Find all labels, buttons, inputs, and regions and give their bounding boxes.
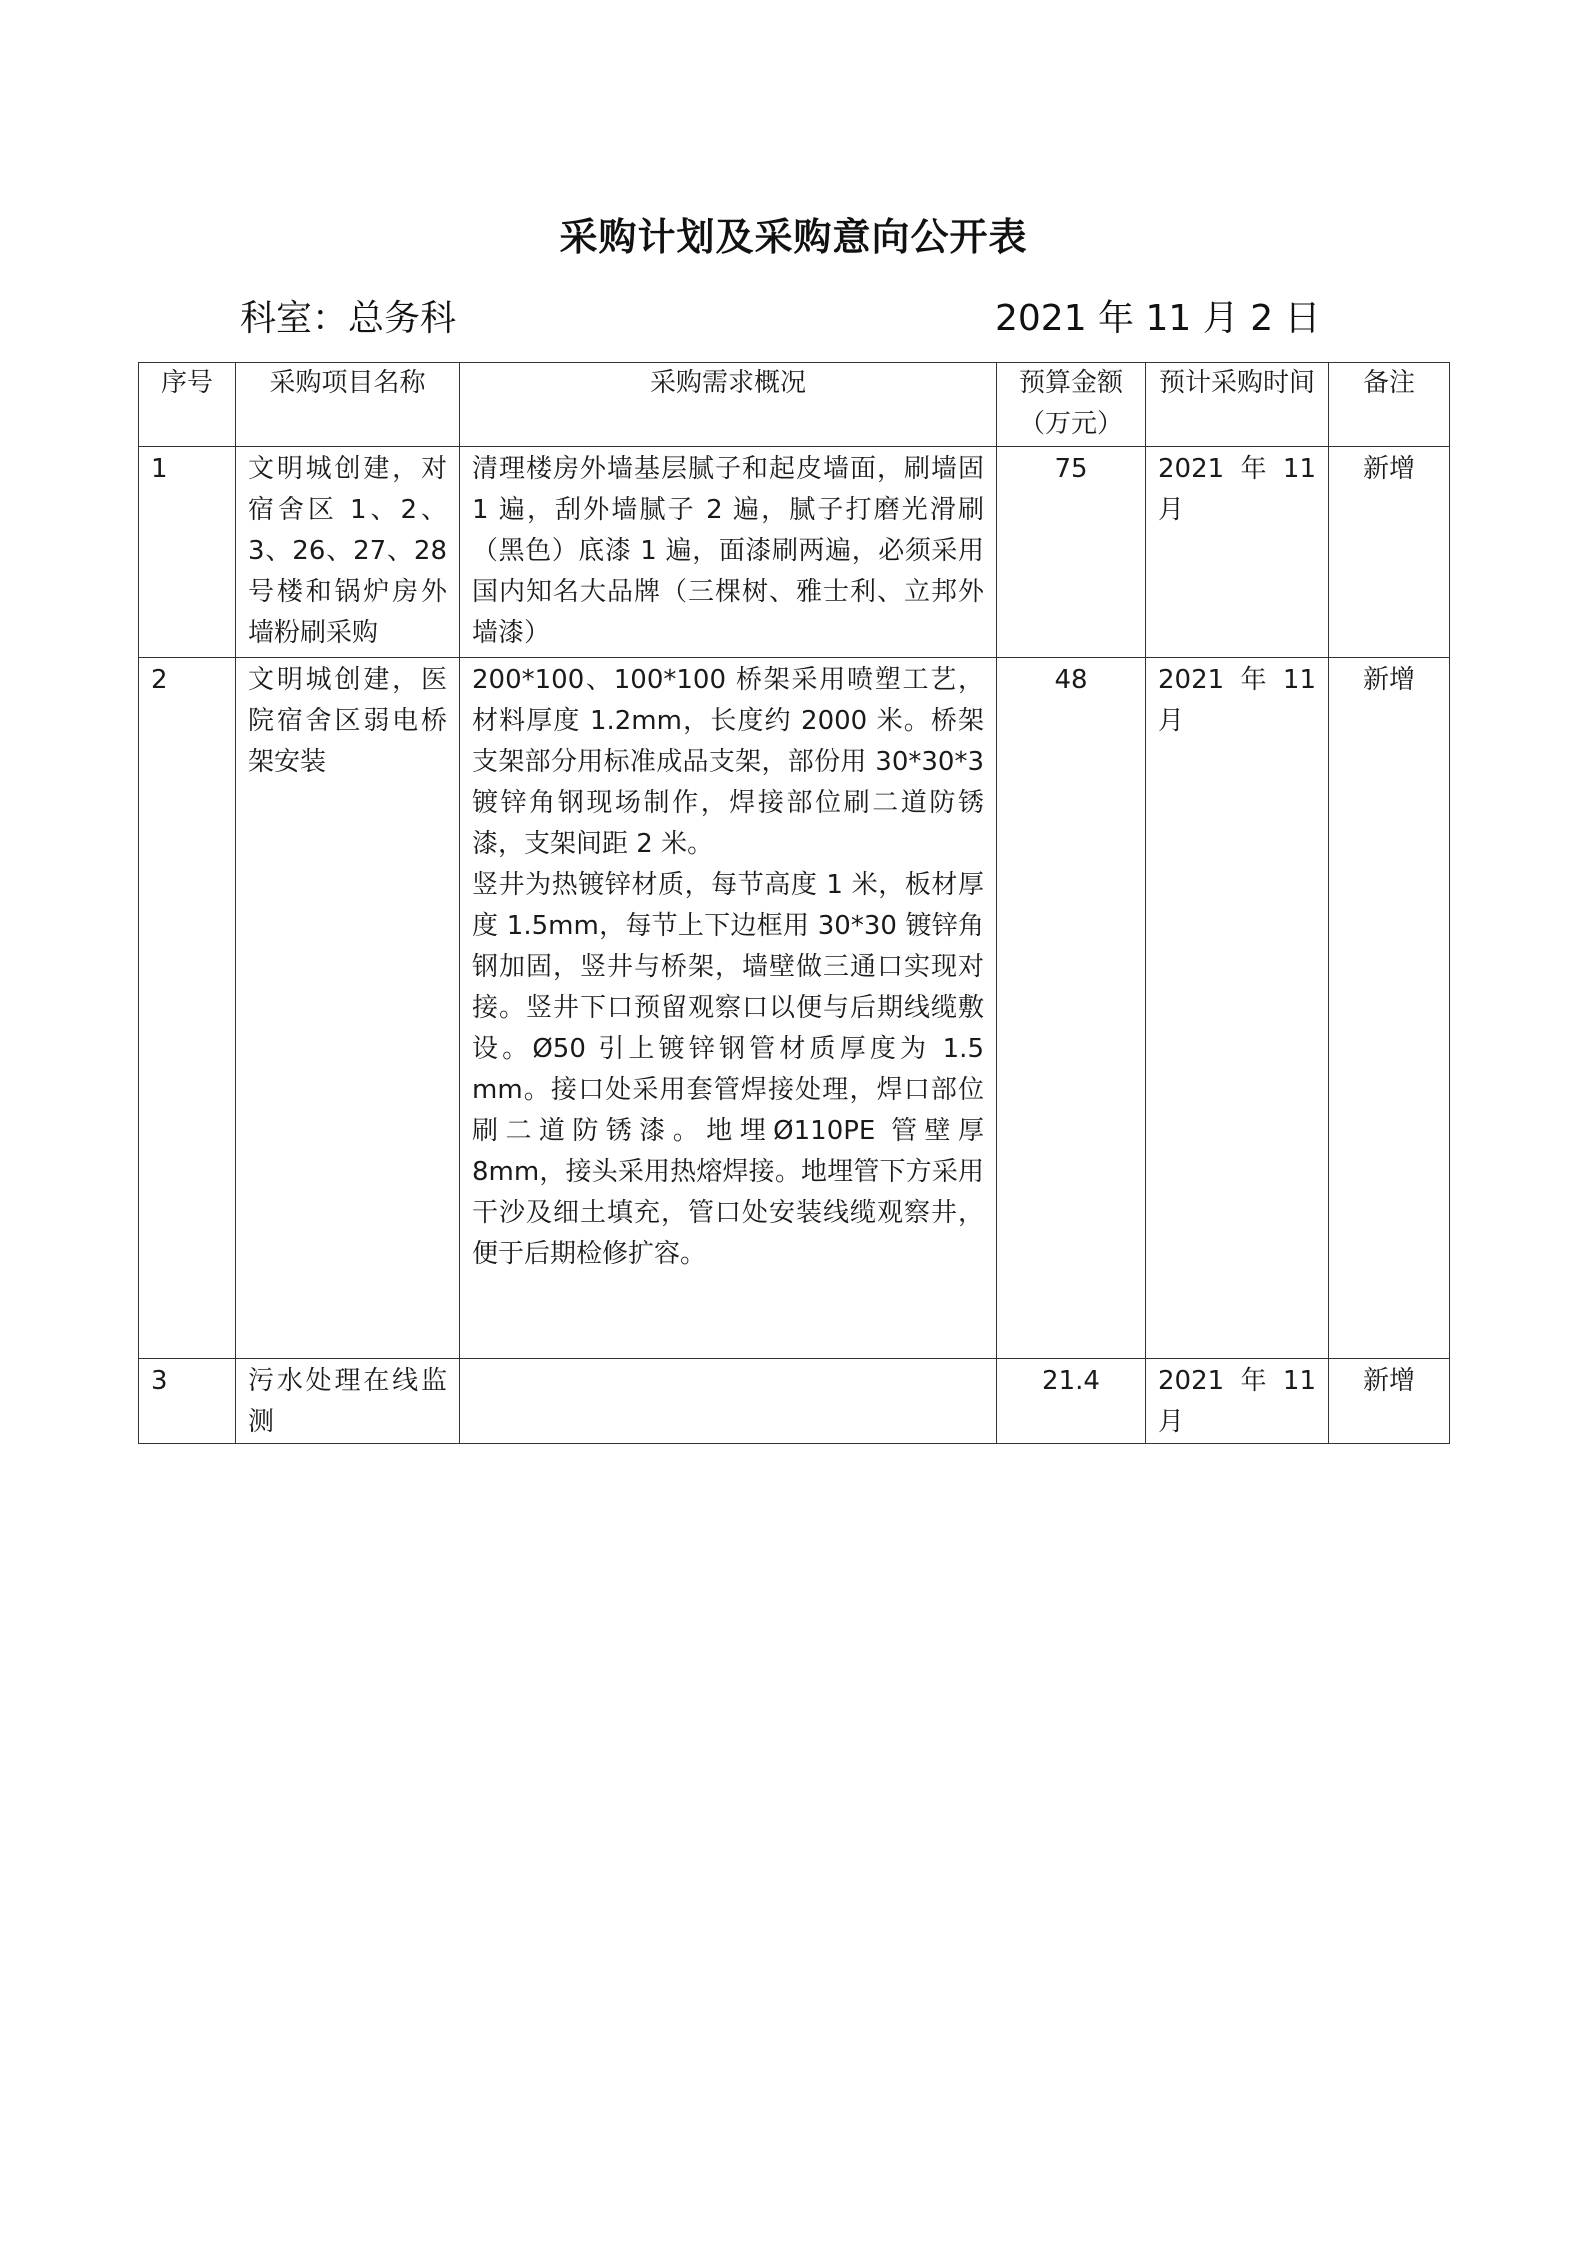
cell-note: 新增 xyxy=(1329,1359,1450,1444)
date-label: 2021 年 11 月 2 日 xyxy=(995,298,1321,339)
header-no: 序号 xyxy=(139,363,236,447)
cell-desc xyxy=(460,658,997,1359)
time-month-unit: 月 xyxy=(1158,706,1185,736)
cell-budget: 48 xyxy=(997,658,1146,1359)
header-desc: 采购需求概况 xyxy=(460,363,997,447)
table-row xyxy=(139,658,1450,1359)
cell-time xyxy=(1146,1359,1329,1444)
table-row xyxy=(139,1359,1450,1444)
cell-name: 文明城创建，对宿舍区 1、2、3、26、27、28 号楼和锅炉房外墙粉刷采购 xyxy=(236,447,460,658)
desc-paragraph: 200*100、100*100 桥架采用喷塑工艺，材料厚度 1.2mm，长度约 2000 米。桥架支架部分用标准成品支架，部份用 30*30*3 镀锌角钢现场制作，焊接部位刷二道防锈漆，支架间距 2 米。 xyxy=(472,665,984,859)
cell-budget: 75 xyxy=(997,447,1146,658)
header-name: 采购项目名称 xyxy=(236,363,460,447)
time-month: 11 xyxy=(1282,454,1316,484)
time-year: 2021 xyxy=(1158,454,1225,484)
cell-name: 污水处理在线监测 xyxy=(236,1359,460,1444)
time-year-unit: 年 xyxy=(1240,1366,1267,1396)
time-month: 11 xyxy=(1282,665,1316,695)
cell-desc xyxy=(460,447,997,658)
page-title: 采购计划及采购意向公开表 xyxy=(559,215,1028,259)
procurement-table xyxy=(138,362,1450,1444)
time-year-unit: 年 xyxy=(1240,665,1267,695)
time-year: 2021 xyxy=(1158,665,1225,695)
time-month: 11 xyxy=(1282,1366,1316,1396)
header-time: 预计采购时间 xyxy=(1146,363,1329,447)
header-note: 备注 xyxy=(1329,363,1450,447)
time-month-unit: 月 xyxy=(1158,495,1185,525)
cell-name: 文明城创建，医院宿舍区弱电桥架安装 xyxy=(236,658,460,1359)
cell-no: 3 xyxy=(139,1359,236,1444)
cell-note: 新增 xyxy=(1329,658,1450,1359)
department-label: 科室：总务科 xyxy=(240,298,457,339)
cell-no: 2 xyxy=(139,658,236,1359)
cell-desc xyxy=(460,1359,997,1444)
header-budget: 预算金额（万元） xyxy=(997,363,1146,447)
cell-note: 新增 xyxy=(1329,447,1450,658)
time-year: 2021 xyxy=(1158,1366,1225,1396)
cell-budget: 21.4 xyxy=(997,1359,1146,1444)
desc-paragraph: 清理楼房外墙基层腻子和起皮墙面，刷墙固 1 遍，刮外墙腻子 2 遍，腻子打磨光滑刷（黑色）底漆 1 遍，面漆刷两遍，必须采用国内知名大品牌（三棵树、雅士利、立邦外墙漆） xyxy=(472,454,984,648)
time-month-unit: 月 xyxy=(1158,1407,1185,1437)
cell-time xyxy=(1146,447,1329,658)
table-row xyxy=(139,447,1450,658)
desc-paragraph: 竖井为热镀锌材质，每节高度 1 米，板材厚度 1.5mm，每节上下边框用 30*30 镀锌角钢加固，竖井与桥架，墙壁做三通口实现对接。竖井下口预留观察口以便与后期线缆敷设。Ø50 引上镀锌钢管材质厚度为 1.5 mm。接口处采用套管焊接处理，焊口部位刷二道防锈漆。地埋Ø110PE 管壁厚 8mm，接头采用热熔焊接。地埋管下方采用干沙及细土填充，管口处安装线缆观察井，便于后期检修扩容。 xyxy=(472,870,984,1269)
table-header-row xyxy=(139,363,1450,447)
time-year-unit: 年 xyxy=(1240,454,1267,484)
cell-no: 1 xyxy=(139,447,236,658)
cell-time xyxy=(1146,658,1329,1359)
